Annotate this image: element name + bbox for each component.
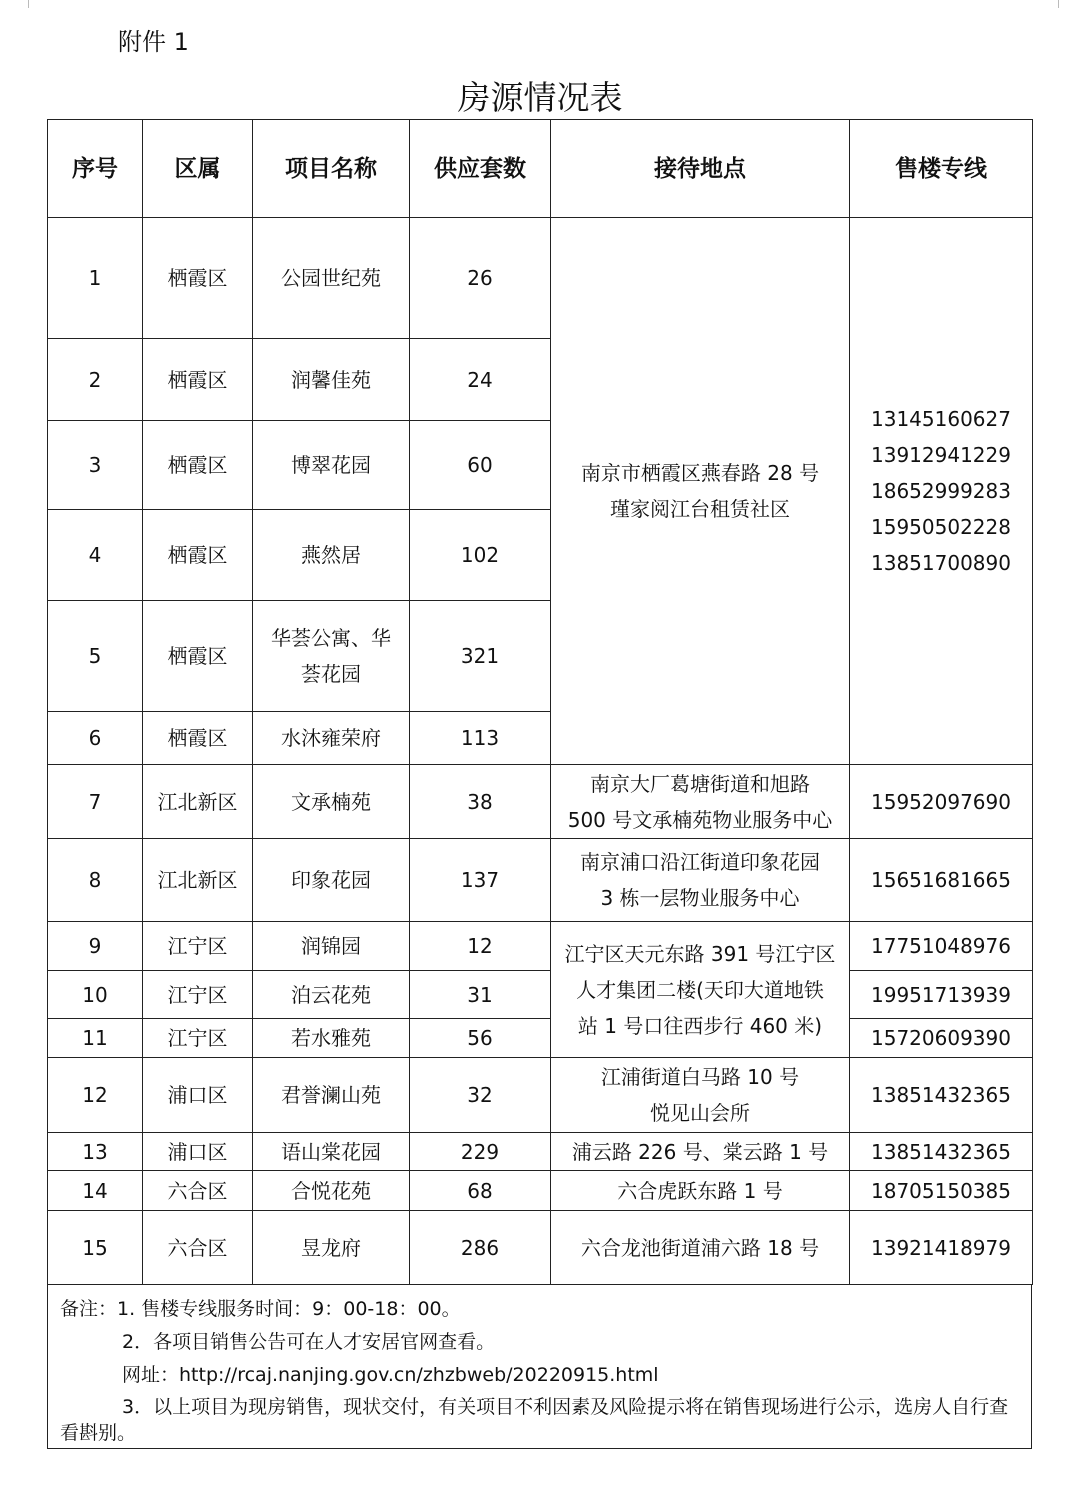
remark-line-1: 备注：1. 售楼专线服务时间：9：00-18：00。 — [60, 1298, 461, 1320]
row-units: 321 — [410, 601, 551, 712]
row-no: 4 — [48, 510, 143, 601]
remark-line-2: 2．各项目销售公告可在人才安居官网查看。 — [122, 1331, 496, 1353]
row-no: 3 — [48, 421, 143, 510]
row-district: 六合区 — [143, 1171, 253, 1211]
row-project: 润馨佳苑 — [253, 339, 410, 421]
row-project: 公园世纪苑 — [253, 218, 410, 339]
table-row — [48, 1058, 1033, 1133]
phone-cell: 15651681665 — [850, 839, 1033, 922]
header-units: 供应套数 — [410, 120, 551, 218]
row-units: 286 — [410, 1211, 551, 1285]
row-no: 10 — [48, 971, 143, 1019]
row-district: 六合区 — [143, 1211, 253, 1285]
phone-cell: 15720609390 — [850, 1019, 1033, 1058]
table-row — [48, 1171, 1033, 1211]
row-district: 浦口区 — [143, 1058, 253, 1133]
phone-cell: 13851432365 — [850, 1058, 1033, 1133]
table-row — [48, 218, 1033, 339]
row-units: 137 — [410, 839, 551, 922]
phone-cell: 19951713939 — [850, 971, 1033, 1019]
row-no: 1 — [48, 218, 143, 339]
row-project: 博翠花园 — [253, 421, 410, 510]
location-line: 500 号文承楠苑物业服务中心 — [567, 807, 833, 832]
phone-line: 15950502228 — [871, 515, 1011, 539]
location-line: 南京市栖霞区燕春路 28 号 — [580, 461, 820, 485]
remarks-section — [47, 1285, 1032, 1449]
location-jiangning — [551, 922, 850, 1058]
row-district: 江宁区 — [143, 1019, 253, 1058]
row-units: 24 — [410, 339, 551, 421]
header-district: 区属 — [143, 120, 253, 218]
row-district: 江北新区 — [143, 839, 253, 922]
row-project: 若水雅苑 — [253, 1019, 410, 1058]
row-project: 燕然居 — [253, 510, 410, 601]
row-district: 江宁区 — [143, 922, 253, 971]
table-row — [48, 1133, 1033, 1171]
location-line: 南京大厂葛塘街道和旭路 — [590, 771, 810, 796]
table-row — [48, 971, 1033, 1019]
header-row — [48, 120, 1033, 218]
phone-line: 13851700890 — [871, 551, 1011, 575]
row-no: 2 — [48, 339, 143, 421]
row-units: 60 — [410, 421, 551, 510]
row-no: 12 — [48, 1058, 143, 1133]
row-no: 6 — [48, 712, 143, 765]
row-no: 15 — [48, 1211, 143, 1285]
row-project: 君誉澜山苑 — [253, 1058, 410, 1133]
row-district: 栖霞区 — [143, 218, 253, 339]
location-cell: 六合龙池街道浦六路 18 号 — [551, 1211, 850, 1285]
row-district: 栖霞区 — [143, 601, 253, 712]
row-units: 56 — [410, 1019, 551, 1058]
row-project: 语山棠花园 — [253, 1133, 410, 1171]
phone-cell: 13921418979 — [850, 1211, 1033, 1285]
row-project: 水沐雍荣府 — [253, 712, 410, 765]
row-units: 12 — [410, 922, 551, 971]
table-row — [48, 765, 1033, 839]
table-row — [48, 1019, 1033, 1058]
row-no: 8 — [48, 839, 143, 922]
row-units: 102 — [410, 510, 551, 601]
location-cell: 浦云路 226 号、棠云路 1 号 — [551, 1133, 850, 1171]
header-phone: 售楼专线 — [850, 120, 1033, 218]
row-district: 栖霞区 — [143, 421, 253, 510]
table-row — [48, 1211, 1033, 1285]
location-line: 悦见山会所 — [650, 1101, 750, 1125]
location-line: 3 栋一层物业服务中心 — [600, 886, 800, 910]
row-units: 31 — [410, 971, 551, 1019]
location-line: 人才集团二楼(天印大道地铁 — [576, 977, 824, 1002]
remark-line-3 — [60, 1394, 1021, 1446]
phone-cell: 13851432365 — [850, 1133, 1033, 1171]
project-line: 华荟公寓、华 — [271, 626, 391, 650]
remark-line-3-text: 3．以上项目为现房销售，现状交付，有关项目不利因素及风险提示将在销售现场进行公示，选房人自行查看斟别。 — [60, 1396, 1009, 1444]
row-project: 润锦园 — [253, 922, 410, 971]
header-no: 序号 — [48, 120, 143, 218]
row-units: 113 — [410, 712, 551, 765]
row-district: 江北新区 — [143, 765, 253, 839]
row-no: 9 — [48, 922, 143, 971]
row-units: 68 — [410, 1171, 551, 1211]
location-line: 瑾家阅江台租赁社区 — [610, 497, 790, 521]
location-qixia — [551, 218, 850, 765]
scan-corner-mark — [28, 0, 29, 8]
row-district: 江宁区 — [143, 971, 253, 1019]
row-units: 32 — [410, 1058, 551, 1133]
row-district: 栖霞区 — [143, 339, 253, 421]
phone-line: 13145160627 — [871, 407, 1011, 431]
location-cell — [551, 765, 850, 839]
location-line: 江宁区天元东路 391 号江宁区 — [564, 941, 836, 966]
header-location: 接待地点 — [551, 120, 850, 218]
row-units: 38 — [410, 765, 551, 839]
header-project: 项目名称 — [253, 120, 410, 218]
housing-table — [47, 119, 1033, 1285]
location-line: 南京浦口沿江街道印象花园 — [580, 850, 820, 874]
phone-cell: 17751048976 — [850, 922, 1033, 971]
phone-line: 13912941229 — [871, 443, 1011, 467]
row-no: 7 — [48, 765, 143, 839]
row-project — [253, 601, 410, 712]
row-no: 13 — [48, 1133, 143, 1171]
project-line: 荟花园 — [301, 662, 361, 686]
remark-url: 网址：http://rcaj.nanjing.gov.cn/zhzbweb/20220915.html — [122, 1364, 659, 1386]
location-cell: 六合虎跃东路 1 号 — [551, 1171, 850, 1211]
row-district: 浦口区 — [143, 1133, 253, 1171]
table-row — [48, 839, 1033, 922]
row-project: 文承楠苑 — [253, 765, 410, 839]
location-line: 江浦街道白马路 10 号 — [600, 1065, 800, 1089]
phone-qixia — [850, 218, 1033, 765]
phone-cell: 15952097690 — [850, 765, 1033, 839]
location-cell — [551, 1058, 850, 1133]
location-line: 站 1 号口往西步行 460 米) — [577, 1013, 823, 1038]
page-title: 房源情况表 — [457, 78, 623, 117]
row-project: 昱龙府 — [253, 1211, 410, 1285]
row-no: 5 — [48, 601, 143, 712]
row-district: 栖霞区 — [143, 510, 253, 601]
scan-corner-mark — [1058, 0, 1059, 8]
phone-line: 18652999283 — [871, 479, 1011, 503]
row-district: 栖霞区 — [143, 712, 253, 765]
row-units: 26 — [410, 218, 551, 339]
row-project: 合悦花苑 — [253, 1171, 410, 1211]
table-row — [48, 922, 1033, 971]
row-units: 229 — [410, 1133, 551, 1171]
phone-cell: 18705150385 — [850, 1171, 1033, 1211]
row-project: 印象花园 — [253, 839, 410, 922]
row-no: 14 — [48, 1171, 143, 1211]
attachment-label: 附件 1 — [118, 28, 189, 56]
row-project: 泊云花苑 — [253, 971, 410, 1019]
row-no: 11 — [48, 1019, 143, 1058]
location-cell — [551, 839, 850, 922]
